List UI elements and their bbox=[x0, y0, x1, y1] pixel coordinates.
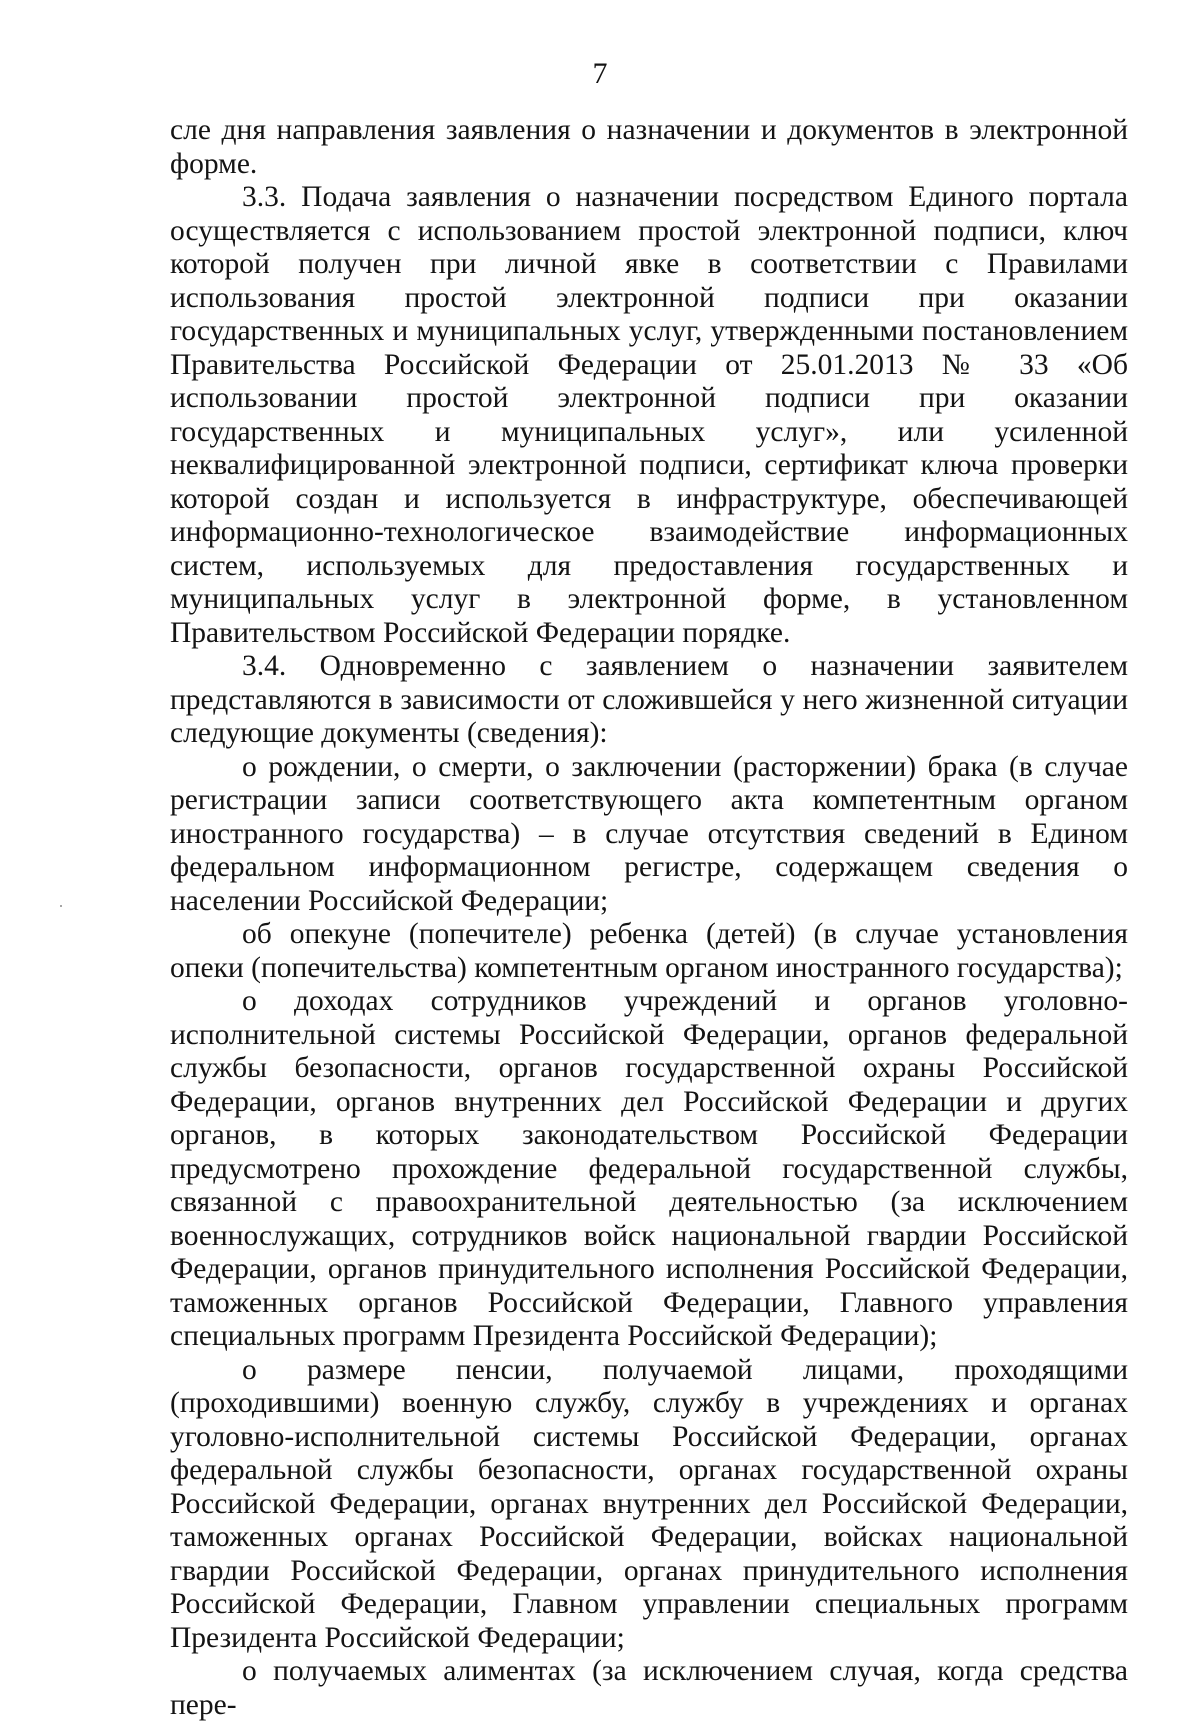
list-item-guardian: об опекуне (попечителе) ребенка (детей) (в случае установления опеки (попечительства) компетентным органом иностранного государства); bbox=[170, 918, 1128, 984]
paragraph-3-3: 3.3. Подача заявления о назначении посредством Единого портала осуществляется с использованием простой электронной подписи, ключ которой получен при личной явке в соответствии с Правилами использования простой электронной подписи при оказании государственных и муниципальных услуг, утвержденными постановлением Правительства Российской Федерации от 25.01.2013 № 33 «Об использовании простой электронной подписи при оказании государственных и муниципальных услуг», или усиленной неквалифицированной электронной подписи, сертификат ключа проверки которой создан и используется в инфраструктуре, обеспечивающей информационно-технологическое взаимодействие информационных систем, используемых для предоставления государственных и муниципальных услуг в электронной форме, в установленном Правительством Российской Федерации порядке. bbox=[170, 181, 1128, 649]
list-item-pension-size: о размере пенсии, получаемой лицами, проходящими (проходившими) военную службу, службу в учреждениях и органах уголовно-исполнительной системы Российской Федерации, органах федеральной службы безопасности, органах государственной охраны Российской Федерации, органах внутренних дел Российской Федерации, таможенных органах Российской Федерации, войсках национальной гвардии Российской Федерации, органах принудительного исполнения Российской Федерации, Главном управлении специальных программ Президента Российской Федерации; bbox=[170, 1353, 1128, 1654]
document-body bbox=[170, 114, 1128, 1722]
page-number: 7 bbox=[592, 57, 608, 90]
list-item-alimony: о получаемых алиментах (за исключением случая, когда средства пере- bbox=[170, 1655, 1128, 1721]
scan-artifact-dot bbox=[60, 905, 62, 907]
list-item-birth-death-marriage: о рождении, о смерти, о заключении (расторжении) брака (в случае регистрации записи соответствующего акта компетентным органом иностранного государства) – в случае отсутствия сведений в Едином федеральном информационном регистре, содержащем сведения о населении Российской Федерации; bbox=[170, 750, 1128, 917]
list-item-income-employees: о доходах сотрудников учреждений и органов уголовно-исполнительной системы Российской Федерации, органов федеральной службы безопасности, органов государственной охраны Российской Федерации, органов внутренних дел Российской Федерации и других органов, в которых законодательством Российской Федерации предусмотрено прохождение федеральной государственной службы, связанной с правоохранительной деятельностью (за исключением военнослужащих, сотрудников войск национальной гвардии Российской Федерации, органов принудительного исполнения Российской Федерации, таможенных органов Российской Федерации, Главного управления специальных программ Президента Российской Федерации); bbox=[170, 985, 1128, 1352]
paragraph-3-4: 3.4. Одновременно с заявлением о назначении заявителем представляются в зависимости от сложившейся у него жизненной ситуации следующие документы (сведения): bbox=[170, 650, 1128, 749]
paragraph-continuation: сле дня направления заявления о назначении и документов в электронной форме. bbox=[170, 114, 1128, 180]
